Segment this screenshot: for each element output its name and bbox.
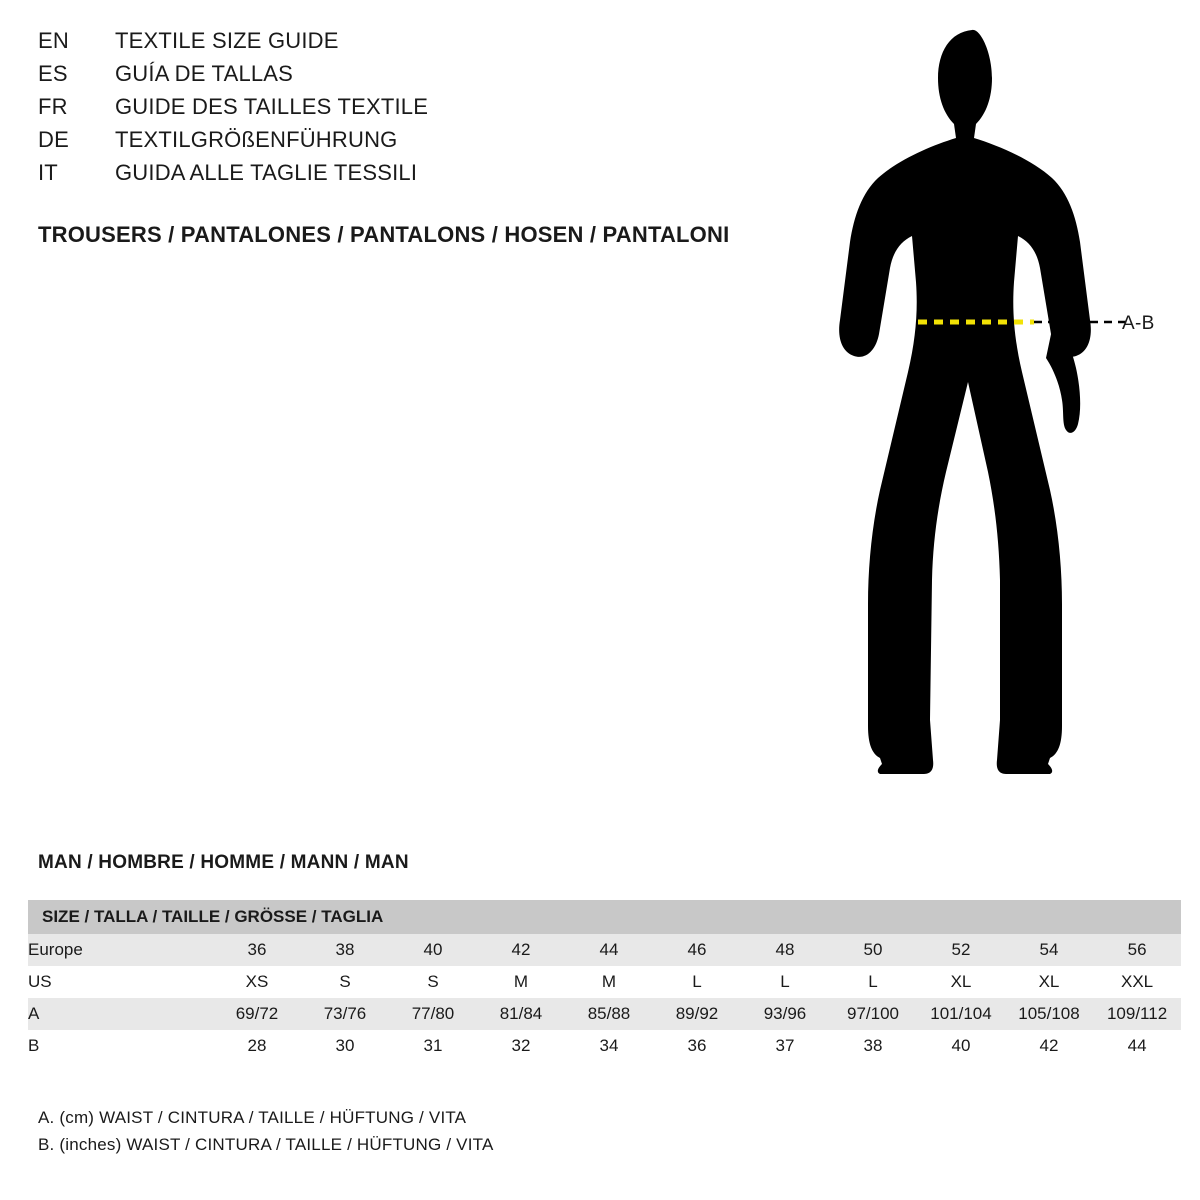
table-header-row (28, 900, 1181, 934)
language-title: TEXTILE SIZE GUIDE (115, 28, 339, 53)
language-row (38, 127, 798, 160)
table-cell: 101/104 (917, 998, 1005, 1030)
row-label: Europe (28, 934, 213, 966)
table-cell: 109/112 (1093, 998, 1181, 1030)
table-cell: S (301, 966, 389, 998)
table-cell: L (653, 966, 741, 998)
footnote-b: B. (inches) WAIST / CINTURA / TAILLE / HÜFTUNG / VITA (38, 1135, 494, 1154)
language-code: FR (38, 94, 68, 119)
language-code: ES (38, 61, 68, 86)
garment-type-line: TROUSERS / PANTALONES / PANTALONS / HOSEN / PANTALONI (38, 222, 730, 247)
row-label: A (28, 998, 213, 1030)
table-cell: 48 (741, 934, 829, 966)
table-cell: 28 (213, 1030, 301, 1062)
footnotes-block (38, 1108, 494, 1162)
language-title: GUÍA DE TALLAS (115, 61, 294, 86)
language-title: GUIDE DES TAILLES TEXTILE (115, 94, 429, 119)
table-cell: 34 (565, 1030, 653, 1062)
table-cell: L (741, 966, 829, 998)
language-row (38, 61, 798, 94)
table-cell: 32 (477, 1030, 565, 1062)
footnote-a: A. (cm) WAIST / CINTURA / TAILLE / HÜFTUNG / VITA (38, 1108, 467, 1127)
table-cell: 73/76 (301, 998, 389, 1030)
table-cell: 31 (389, 1030, 477, 1062)
man-silhouette-figure (820, 20, 1180, 810)
table-header-label: SIZE / TALLA / TAILLE / GRÖSSE / TAGLIA (28, 900, 1181, 934)
table-cell: 97/100 (829, 998, 917, 1030)
table-cell: 105/108 (1005, 998, 1093, 1030)
measure-label-ab: A-B (1122, 313, 1155, 334)
language-code: EN (38, 28, 69, 53)
table-cell: 38 (829, 1030, 917, 1062)
table-cell: 40 (389, 934, 477, 966)
table-cell: 93/96 (741, 998, 829, 1030)
table-cell: 89/92 (653, 998, 741, 1030)
language-row (38, 160, 798, 193)
table-cell: 54 (1005, 934, 1093, 966)
language-code: IT (38, 160, 58, 185)
table-cell: 44 (565, 934, 653, 966)
table-cell: 42 (1005, 1030, 1093, 1062)
silhouette-shape (839, 30, 1091, 774)
table-cell: 56 (1093, 934, 1181, 966)
table-row (28, 934, 1181, 966)
table-cell: 30 (301, 1030, 389, 1062)
table-section-title: MAN / HOMBRE / HOMME / MANN / MAN (38, 852, 409, 873)
table-row (28, 998, 1181, 1030)
table-cell: 38 (301, 934, 389, 966)
table-cell: L (829, 966, 917, 998)
table-cell: M (477, 966, 565, 998)
table-cell: 85/88 (565, 998, 653, 1030)
row-label: US (28, 966, 213, 998)
table-row (28, 966, 1181, 998)
table-cell: 69/72 (213, 998, 301, 1030)
language-code: DE (38, 127, 69, 152)
table-cell: S (389, 966, 477, 998)
table-cell: 77/80 (389, 998, 477, 1030)
table-cell: XL (917, 966, 1005, 998)
table-cell: 42 (477, 934, 565, 966)
table-cell: 36 (653, 1030, 741, 1062)
size-chart-table (28, 900, 1181, 1062)
table-cell: 50 (829, 934, 917, 966)
language-title: TEXTILGRÖßENFÜHRUNG (115, 127, 398, 152)
table-cell: 46 (653, 934, 741, 966)
table-cell: 37 (741, 1030, 829, 1062)
table-cell: 36 (213, 934, 301, 966)
table-cell: 44 (1093, 1030, 1181, 1062)
table-cell: 81/84 (477, 998, 565, 1030)
table-cell: XS (213, 966, 301, 998)
row-label: B (28, 1030, 213, 1062)
language-row (38, 28, 798, 61)
table-cell: 40 (917, 1030, 1005, 1062)
table-row (28, 1030, 1181, 1062)
language-header-block (38, 28, 798, 193)
table-cell: M (565, 966, 653, 998)
table-cell: XXL (1093, 966, 1181, 998)
table-cell: 52 (917, 934, 1005, 966)
language-title: GUIDA ALLE TAGLIE TESSILI (115, 160, 418, 185)
language-row (38, 94, 798, 127)
table-cell: XL (1005, 966, 1093, 998)
